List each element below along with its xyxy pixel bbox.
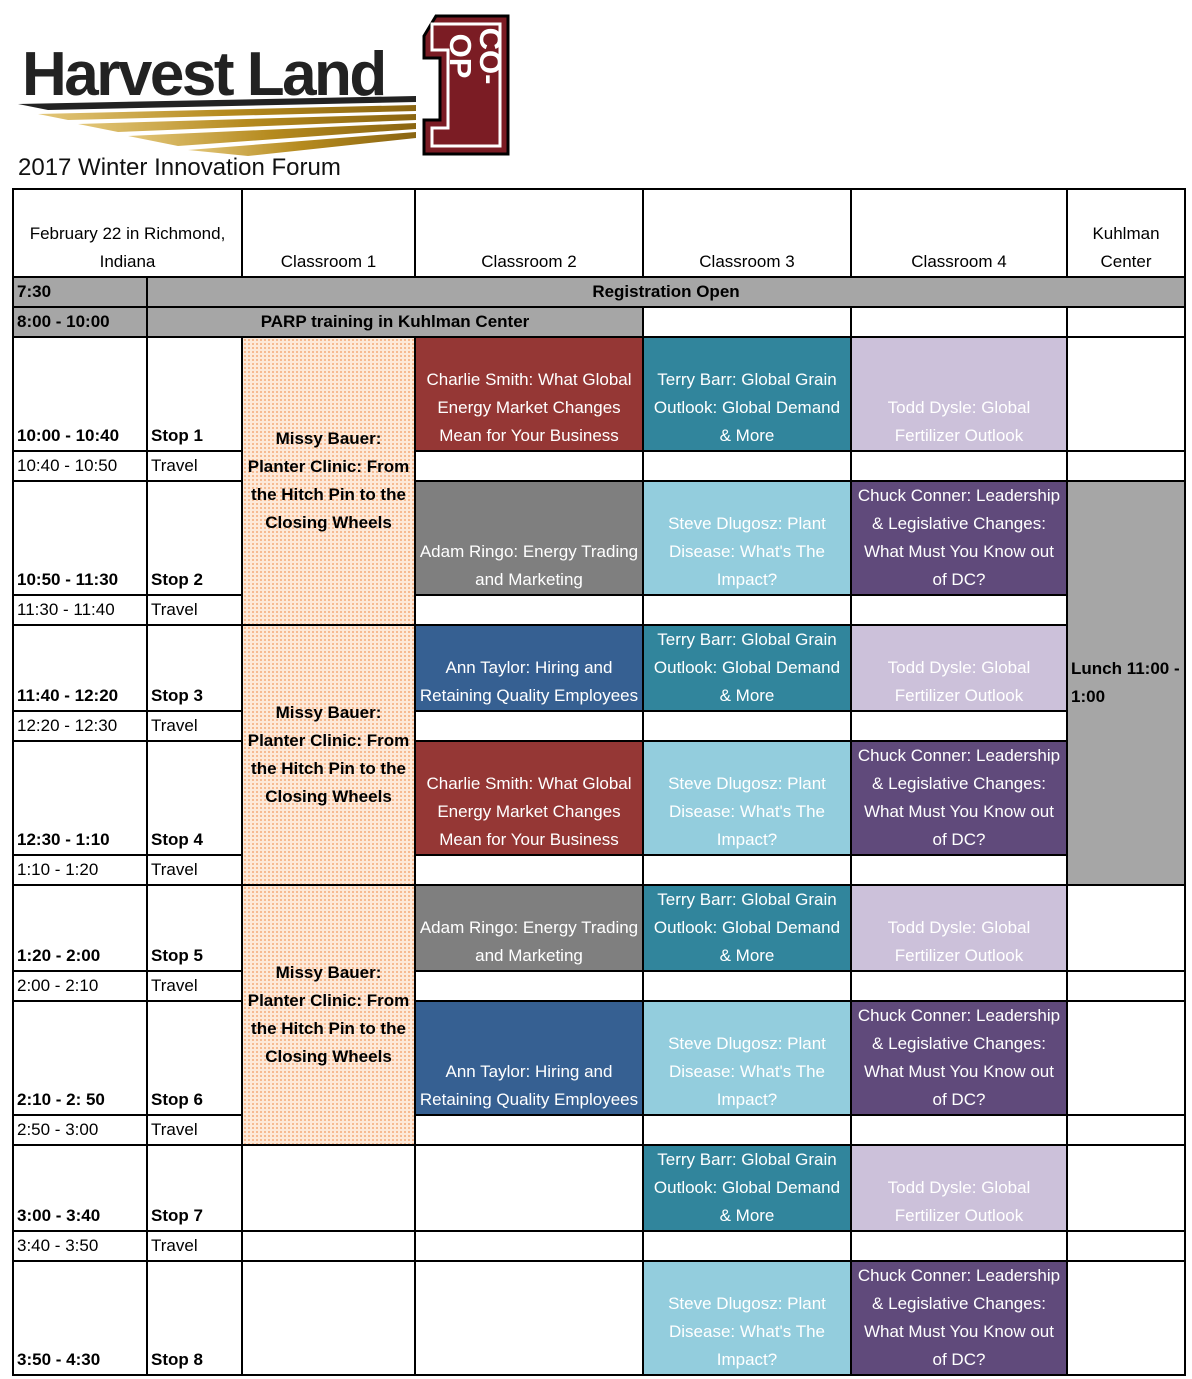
empty-cell	[643, 1231, 851, 1261]
session-steve-dlugosz: Steve Dlugosz: Plant Disease: What's The Impact?	[643, 1261, 851, 1375]
empty-cell	[1067, 451, 1185, 481]
logo-wordmark: Harvest Land	[22, 40, 385, 109]
session-terry-barr: Terry Barr: Global Grain Outlook: Global Demand & More	[643, 1145, 851, 1231]
schedule-table	[12, 188, 1186, 1376]
session-charlie-smith: Charlie Smith: What Global Energy Market Changes Mean for Your Business	[415, 337, 643, 451]
session-ann-taylor: Ann Taylor: Hiring and Retaining Quality Employees	[415, 1001, 643, 1115]
stop-label: Stop 8	[147, 1261, 242, 1375]
classroom-1-header: Classroom 1	[242, 189, 415, 277]
time-label: 11:30 - 11:40	[13, 595, 147, 625]
session-adam-ringo: Adam Ringo: Energy Trading and Marketing	[415, 885, 643, 971]
empty-cell	[1067, 337, 1185, 451]
time-label: 1:20 - 2:00	[13, 885, 147, 971]
empty-cell	[415, 1145, 643, 1231]
session-todd-dysle: Todd Dysle: Global Fertilizer Outlook	[851, 1145, 1067, 1231]
stop-label: Stop 5	[147, 885, 242, 971]
stop-label: Stop 4	[147, 741, 242, 855]
empty-cell	[851, 595, 1067, 625]
empty-cell	[415, 1115, 643, 1145]
empty-cell	[643, 1115, 851, 1145]
time-label: 10:50 - 11:30	[13, 481, 147, 595]
session-terry-barr: Terry Barr: Global Grain Outlook: Global Demand & More	[643, 337, 851, 451]
empty-cell	[1067, 1001, 1185, 1115]
stop-label: Stop 2	[147, 481, 242, 595]
session-chuck-conner: Chuck Conner: Leadership & Legislative Changes: What Must You Know out of DC?	[851, 741, 1067, 855]
time-label: 7:30	[13, 277, 147, 307]
empty-cell	[643, 971, 851, 1001]
empty-cell	[1067, 1115, 1185, 1145]
empty-cell	[1067, 971, 1185, 1001]
classroom-2-header: Classroom 2	[415, 189, 643, 277]
time-label: 2:50 - 3:00	[13, 1115, 147, 1145]
travel-row	[13, 711, 1185, 741]
session-steve-dlugosz: Steve Dlugosz: Plant Disease: What's The Impact?	[643, 741, 851, 855]
classroom-3-header: Classroom 3	[643, 189, 851, 277]
session-missy-bauer: Missy Bauer: Planter Clinic: From the Hitch Pin to the Closing Wheels	[242, 337, 415, 625]
stop-label: Stop 3	[147, 625, 242, 711]
session-terry-barr: Terry Barr: Global Grain Outlook: Global Demand & More	[643, 625, 851, 711]
empty-cell	[415, 855, 643, 885]
empty-cell	[242, 1261, 415, 1375]
registration-open: Registration Open	[147, 277, 1185, 307]
empty-cell	[851, 451, 1067, 481]
session-missy-bauer: Missy Bauer: Planter Clinic: From the Hitch Pin to the Closing Wheels	[242, 885, 415, 1145]
travel-row	[13, 595, 1185, 625]
stop-7-row	[13, 1145, 1185, 1231]
travel-label: Travel	[147, 595, 242, 625]
time-label: 1:10 - 1:20	[13, 855, 147, 885]
time-label: 12:20 - 12:30	[13, 711, 147, 741]
session-missy-bauer: Missy Bauer: Planter Clinic: From the Hitch Pin to the Closing Wheels	[242, 625, 415, 885]
stop-label: Stop 1	[147, 337, 242, 451]
travel-label: Travel	[147, 855, 242, 885]
travel-label: Travel	[147, 451, 242, 481]
session-ann-taylor: Ann Taylor: Hiring and Retaining Quality Employees	[415, 625, 643, 711]
empty-cell	[851, 1115, 1067, 1145]
empty-cell	[1067, 307, 1185, 337]
time-label: 10:40 - 10:50	[13, 451, 147, 481]
classroom-4-header: Classroom 4	[851, 189, 1067, 277]
registration-row	[13, 277, 1185, 307]
time-label: 11:40 - 12:20	[13, 625, 147, 711]
empty-cell	[851, 855, 1067, 885]
empty-cell	[643, 711, 851, 741]
travel-row	[13, 855, 1185, 885]
stop-3-row	[13, 625, 1185, 711]
co-op-badge-text: CO-OP	[443, 27, 508, 85]
empty-cell	[1067, 1231, 1185, 1261]
event-title: 2017 Winter Innovation Forum	[18, 154, 341, 181]
travel-row	[13, 1115, 1185, 1145]
session-terry-barr: Terry Barr: Global Grain Outlook: Global Demand & More	[643, 885, 851, 971]
stop-5-row	[13, 885, 1185, 971]
empty-cell	[643, 595, 851, 625]
travel-row	[13, 451, 1185, 481]
empty-cell	[415, 595, 643, 625]
session-todd-dysle: Todd Dysle: Global Fertilizer Outlook	[851, 337, 1067, 451]
empty-cell	[415, 971, 643, 1001]
travel-label: Travel	[147, 1115, 242, 1145]
empty-cell	[1067, 1261, 1185, 1375]
empty-cell	[643, 451, 851, 481]
kuhlman-center-header: Kuhlman Center	[1067, 189, 1185, 277]
travel-label: Travel	[147, 1231, 242, 1261]
empty-cell	[643, 855, 851, 885]
empty-cell	[1067, 885, 1185, 971]
time-label: 3:00 - 3:40	[13, 1145, 147, 1231]
session-chuck-conner: Chuck Conner: Leadership & Legislative Changes: What Must You Know out of DC?	[851, 1001, 1067, 1115]
time-label: 8:00 - 10:00	[13, 307, 147, 337]
empty-cell	[851, 307, 1067, 337]
travel-row	[13, 1231, 1185, 1261]
time-label: 12:30 - 1:10	[13, 741, 147, 855]
time-label: 2:00 - 2:10	[13, 971, 147, 1001]
session-chuck-conner: Chuck Conner: Leadership & Legislative Changes: What Must You Know out of DC?	[851, 481, 1067, 595]
time-label: 3:50 - 4:30	[13, 1261, 147, 1375]
empty-cell	[415, 1231, 643, 1261]
session-charlie-smith: Charlie Smith: What Global Energy Market Changes Mean for Your Business	[415, 741, 643, 855]
empty-cell	[643, 307, 851, 337]
time-label: 2:10 - 2: 50	[13, 1001, 147, 1115]
empty-cell	[1067, 1145, 1185, 1231]
session-chuck-conner: Chuck Conner: Leadership & Legislative Changes: What Must You Know out of DC?	[851, 1261, 1067, 1375]
travel-row	[13, 971, 1185, 1001]
stop-label: Stop 6	[147, 1001, 242, 1115]
lunch-block: Lunch 11:00 - 1:00	[1067, 481, 1185, 885]
session-adam-ringo: Adam Ringo: Energy Trading and Marketing	[415, 481, 643, 595]
header-row	[13, 189, 1185, 277]
stop-label: Stop 7	[147, 1145, 242, 1231]
stop-2-row	[13, 481, 1185, 595]
stop-1-row	[13, 337, 1185, 451]
stop-6-row	[13, 1001, 1185, 1115]
time-label: 10:00 - 10:40	[13, 337, 147, 451]
travel-label: Travel	[147, 711, 242, 741]
empty-cell	[851, 1231, 1067, 1261]
empty-cell	[415, 451, 643, 481]
time-label: 3:40 - 3:50	[13, 1231, 147, 1261]
empty-cell	[415, 1261, 643, 1375]
travel-label: Travel	[147, 971, 242, 1001]
stop-8-row	[13, 1261, 1185, 1375]
empty-cell	[242, 1231, 415, 1261]
stop-4-row	[13, 741, 1185, 855]
empty-cell	[415, 711, 643, 741]
empty-cell	[242, 1145, 415, 1231]
session-steve-dlugosz: Steve Dlugosz: Plant Disease: What's The Impact?	[643, 481, 851, 595]
session-steve-dlugosz: Steve Dlugosz: Plant Disease: What's The Impact?	[643, 1001, 851, 1115]
empty-cell	[851, 971, 1067, 1001]
parp-row	[13, 307, 1185, 337]
empty-cell	[851, 711, 1067, 741]
location-header: February 22 in Richmond, Indiana	[13, 189, 242, 277]
parp-training: PARP training in Kuhlman Center	[147, 307, 643, 337]
session-todd-dysle: Todd Dysle: Global Fertilizer Outlook	[851, 885, 1067, 971]
harvest-land-logo	[18, 14, 518, 159]
session-todd-dysle: Todd Dysle: Global Fertilizer Outlook	[851, 625, 1067, 711]
